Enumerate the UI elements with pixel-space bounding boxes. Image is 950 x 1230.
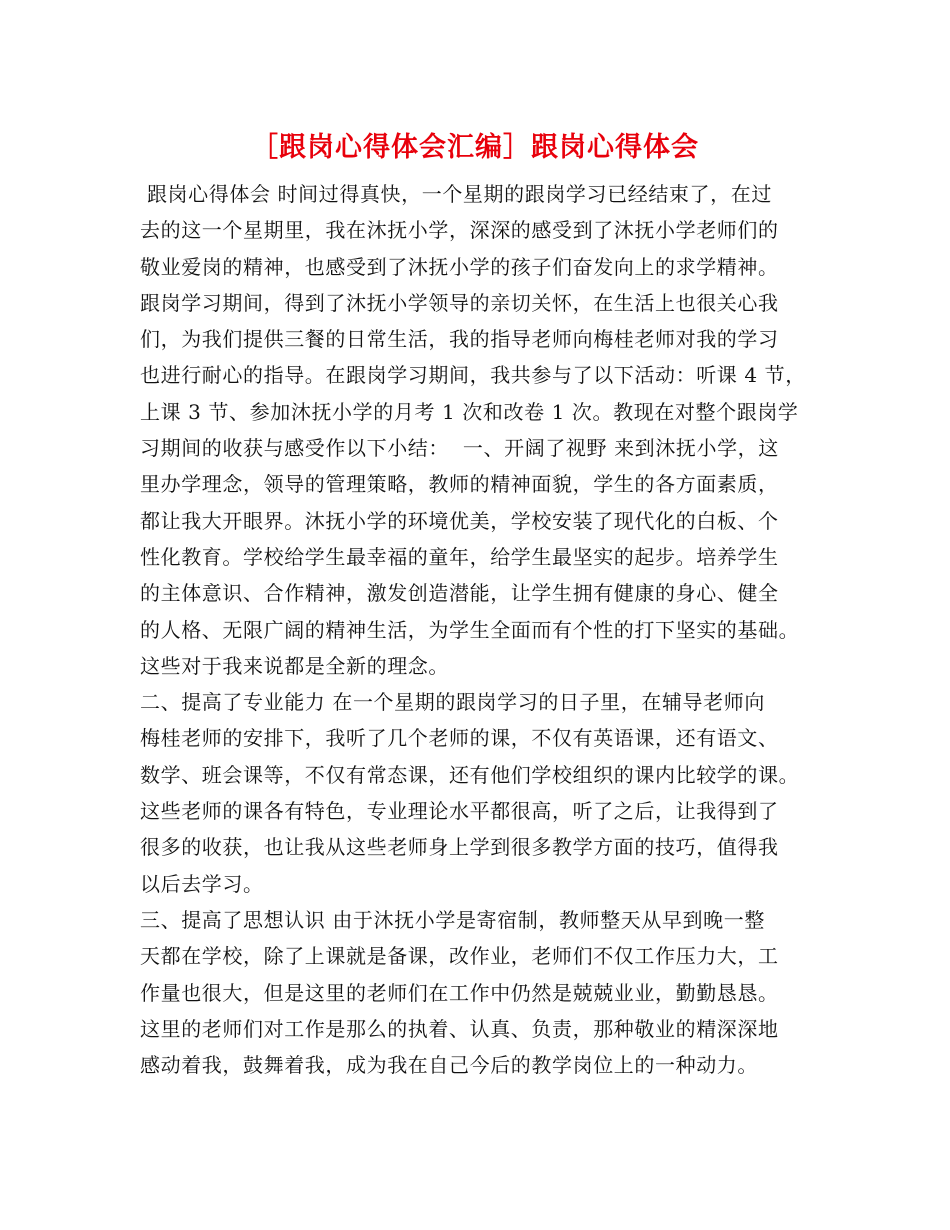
body-line: 里办学理念，领导的管理策略，教师的精神面貌，学生的各方面素质， (140, 472, 779, 497)
body-line: 跟岗学习期间，得到了沐抚小学领导的亲切关怀，在生活上也很关心我 (140, 290, 779, 315)
body-line: 习期间的收获与感受作以下小结： 一、开阔了视野 来到沐抚小学，这 (140, 436, 779, 461)
body-line: 们，为我们提供三餐的日常生活，我的指导老师向梅桂老师对我的学习 (140, 327, 779, 352)
body-line: 上课 3 节、参加沐抚小学的月考 1 次和改卷 1 次。教现在对整个跟岗学 (140, 399, 799, 424)
body-line: 作量也很大，但是这里的老师们在工作中仍然是兢兢业业，勤勤恳恳。 (140, 980, 779, 1005)
body-line: 这些对于我来说都是全新的理念。 (140, 653, 449, 678)
body-line: 以后去学习。 (140, 871, 264, 896)
body-line: 这里的老师们对工作是那么的执着、认真、负责，那种敬业的精深深地 (140, 1016, 779, 1041)
body-line: 跟岗心得体会 时间过得真快，一个星期的跟岗学习已经结束了，在过 (140, 182, 772, 206)
body-line: 数学、班会课等，不仅有常态课，还有他们学校组织的课内比较学的课。 (140, 762, 800, 787)
body-line: 三、提高了思想认识 由于沐抚小学是寄宿制，教师整天从早到晚一整 (140, 907, 765, 932)
document-title: ［跟岗心得体会汇编］跟岗心得体会 (251, 132, 699, 163)
document-body (140, 176, 820, 1083)
body-line: 的人格、无限广阔的精神生活，为学生全面而有个性的打下坚实的基础。 (140, 617, 800, 642)
body-line: 感动着我，鼓舞着我，成为我在自己今后的教学岗位上的一种动力。 (140, 1053, 758, 1078)
body-line: 去的这一个星期里，我在沐抚小学，深深的感受到了沐抚小学老师们的 (140, 218, 779, 243)
body-line: 这些老师的课各有特色，专业理论水平都很高，听了之后，让我得到了 (140, 799, 779, 824)
body-line: 二、提高了专业能力 在一个星期的跟岗学习的日子里，在辅导老师向 (140, 690, 765, 715)
body-line: 很多的收获，也让我从这些老师身上学到很多教学方面的技巧，值得我 (140, 835, 779, 860)
body-line: 天都在学校，除了上课就是备课，改作业，老师们不仅工作压力大，工 (140, 944, 779, 969)
body-line: 性化教育。学校给学生最幸福的童年，给学生最坚实的起步。培养学生 (140, 544, 779, 569)
body-line: 梅桂老师的安排下，我听了几个老师的课，不仅有英语课，还有语文、 (140, 726, 779, 751)
body-line: 的主体意识、合作精神，激发创造潜能，让学生拥有健康的身心、健全 (140, 581, 779, 606)
body-line: 也进行耐心的指导。在跟岗学习期间，我共参与了以下活动：听课 4 节， (140, 363, 806, 388)
body-line: 敬业爱岗的精神，也感受到了沐抚小学的孩子们奋发向上的求学精神。 (140, 254, 779, 279)
body-line: 都让我大开眼界。沐抚小学的环境优美，学校安装了现代化的白板、个 (140, 508, 779, 533)
